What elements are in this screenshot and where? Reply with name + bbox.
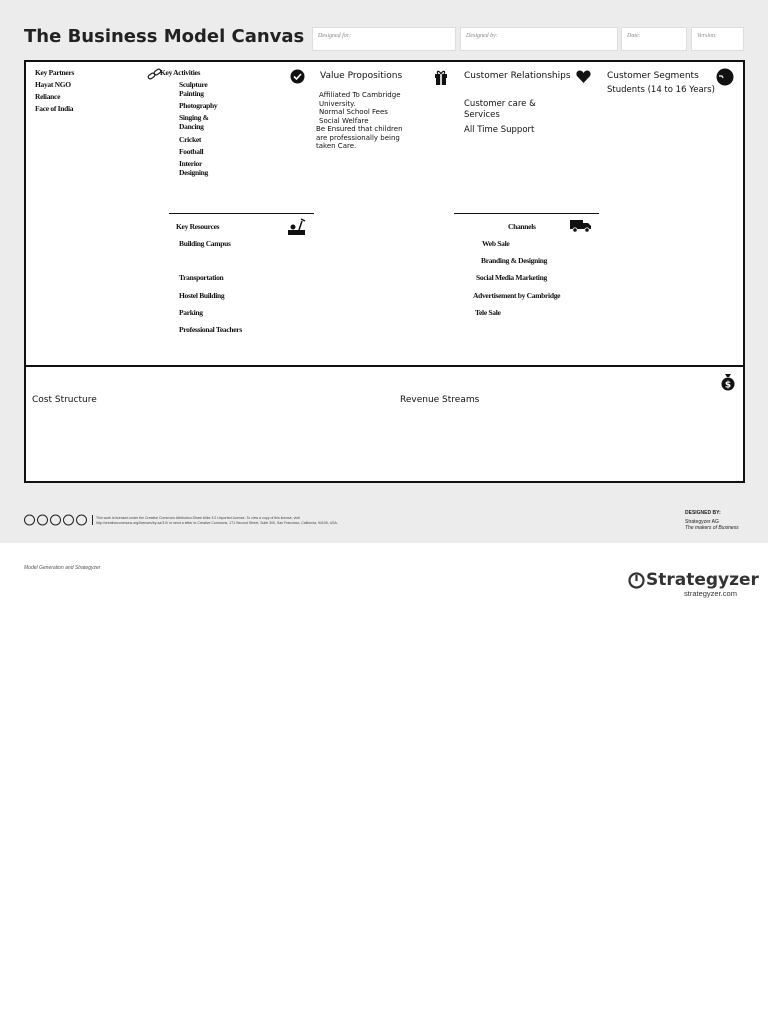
designed-for-field[interactable] — [312, 27, 456, 51]
customer-segments-title: Customer Segments — [607, 71, 699, 81]
divider-key-resources — [169, 213, 314, 214]
key-activity-item: Sculpture — [179, 80, 208, 89]
key-activity-item: Photography — [179, 101, 218, 110]
version-field[interactable] — [691, 27, 744, 51]
key-resource-item: Transportation — [179, 273, 224, 282]
key-activity-item: Interior Designing — [179, 159, 208, 177]
value-proposition-item: Social Welfare — [319, 117, 369, 125]
key-resource-item: Hostel Building — [179, 291, 225, 300]
user-head-icon — [716, 68, 734, 86]
license-text-line2: http://creativecommons.org/licenses/by-sa/3.0/ or send a letter to Creative Commons, 171 Second Street, Suite 300, San Francisco, California, 94105, USA. — [96, 521, 338, 525]
money-bag-icon — [721, 373, 735, 391]
key-partner-item: Reliance — [35, 92, 61, 101]
key-resource-item: Building Campus — [179, 239, 231, 248]
key-activity-item: Football — [179, 147, 204, 156]
channel-item: Social Media Marketing — [476, 273, 547, 282]
value-proposition-item: Affiliated To Cambridge University. — [319, 91, 401, 108]
channel-item: Branding & Designing — [481, 256, 548, 265]
key-resource-item: Professional Teachers — [179, 325, 242, 334]
customer-relationship-item: All Time Support — [464, 125, 535, 135]
version-label: Version: — [697, 33, 717, 39]
truck-icon — [570, 219, 592, 233]
key-resources-title: Key Resources — [176, 222, 220, 231]
cost-structure-title: Cost Structure — [32, 395, 97, 405]
value-proposition-item: Normal School Fees — [319, 108, 388, 116]
customer-relationships-title: Customer Relationships — [464, 71, 571, 81]
designed-by-company: Strategyzer AG — [685, 519, 719, 525]
license-icons — [24, 514, 90, 526]
designed-by-field[interactable] — [460, 27, 618, 51]
business-model-canvas — [24, 60, 745, 483]
value-propositions-title: Value Propositions — [320, 71, 403, 81]
channel-item: Tele Sale — [475, 308, 501, 317]
heart-icon — [576, 70, 591, 83]
value-proposition-item: Be Ensured that children are professionally being taken Care. — [316, 125, 403, 150]
designed-by-credit-label: DESIGNED BY: — [685, 510, 721, 516]
license-divider — [92, 515, 93, 525]
designed-by-label: Designed by: — [466, 33, 498, 39]
license-text-line1: This work is licensed under the Creative Commons Attribution-Share Alike 3.0 Unported License. To view a copy of this license, visit — [96, 516, 300, 520]
gift-icon — [434, 69, 448, 85]
key-activity-item: Painting — [179, 89, 204, 98]
check-circle-icon — [290, 69, 305, 84]
svg-text:$: $ — [724, 380, 732, 391]
customer-segment-item: Students (14 to 16 Years) — [607, 85, 715, 95]
channels-title: Channels — [508, 222, 536, 231]
key-partners-title: Key Partners — [35, 68, 75, 77]
strategyzer-url[interactable]: strategyzer.com — [684, 589, 737, 598]
designed-for-label: Designed for: — [318, 33, 352, 39]
divider-bottom-section — [26, 365, 743, 367]
strategyzer-logo-text: Strategyzer — [646, 570, 759, 590]
date-label: Date: — [627, 33, 641, 39]
revenue-streams-title: Revenue Streams — [400, 395, 480, 405]
channel-item: Advertisement by Cambridge — [473, 291, 561, 300]
key-partner-item: Hayat NGO — [35, 80, 71, 89]
worker-icon — [287, 218, 307, 236]
key-activity-item: Cricket — [179, 135, 202, 144]
key-activity-item: Singing & Dancing — [179, 113, 209, 131]
strategyzer-logo-icon — [628, 572, 645, 589]
channel-item: Web Sale — [482, 239, 510, 248]
designed-by-tagline: The makers of Business — [685, 525, 739, 531]
divider-channels — [454, 213, 599, 214]
date-field[interactable] — [621, 27, 687, 51]
key-activities-title: Key Activities — [160, 68, 201, 77]
source-note: Model Generation and Strategyzer — [24, 565, 101, 571]
key-resource-item: Parking — [179, 308, 203, 317]
customer-relationship-item: Customer care & Services — [464, 99, 536, 120]
page-title: The Business Model Canvas — [24, 26, 305, 47]
key-partner-item: Face of India — [35, 104, 74, 113]
